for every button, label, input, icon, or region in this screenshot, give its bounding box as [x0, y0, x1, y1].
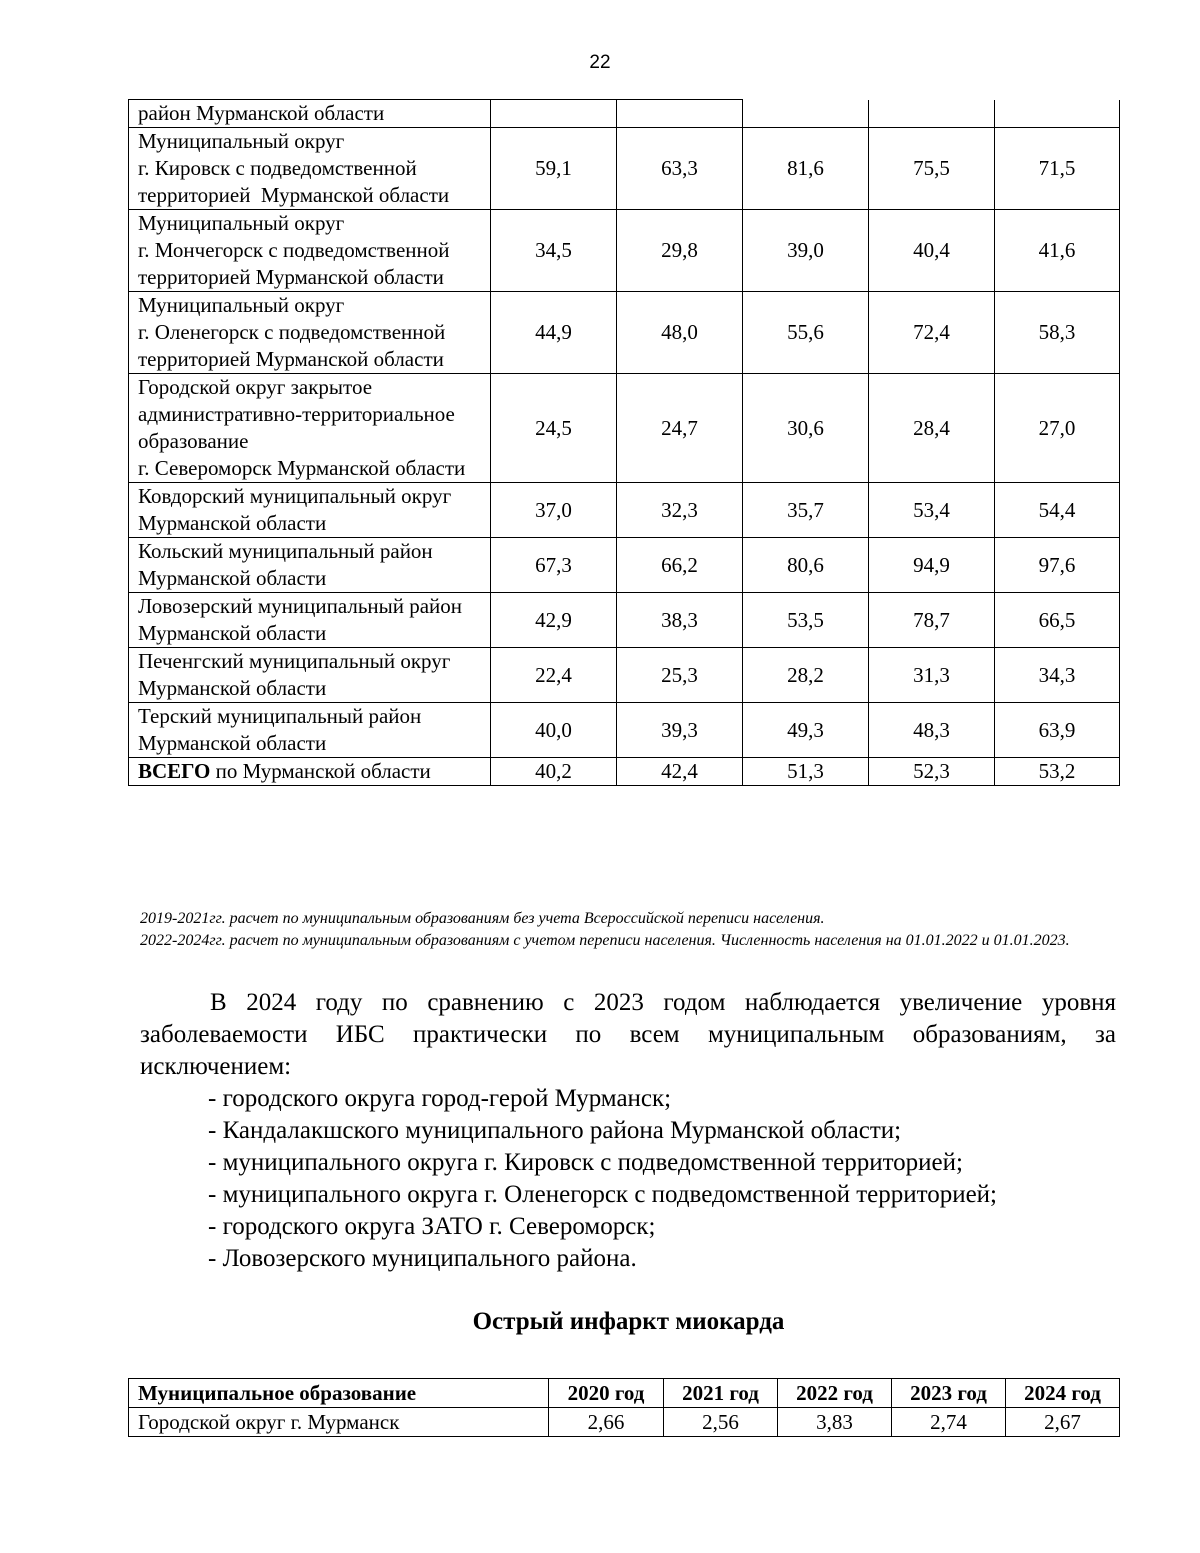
column-header: 2022 год [778, 1379, 892, 1408]
note-line: 2019-2021гг. расчет по муниципальным образованиям без учета Всероссийской переписи населения. [140, 910, 825, 927]
row-label: Кольский муниципальный район Мурманской области [129, 538, 491, 593]
value-cell: 66,2 [617, 538, 743, 593]
column-header: 2023 год [892, 1379, 1006, 1408]
total-value-cell: 42,4 [617, 758, 743, 786]
value-cell: 31,3 [869, 648, 995, 703]
value-cell: 78,7 [869, 593, 995, 648]
value-cell: 34,5 [491, 210, 617, 292]
value-cell: 58,3 [995, 292, 1120, 374]
list-item: - городского округа ЗАТО г. Североморск; [208, 1213, 656, 1240]
table-row [129, 128, 1120, 210]
table-notes [140, 908, 1118, 952]
infarction-table [128, 1378, 1120, 1437]
column-header: 2024 год [1006, 1379, 1120, 1408]
value-cell: 28,4 [869, 374, 995, 483]
value-cell: 2,56 [664, 1408, 778, 1437]
value-cell: 59,1 [491, 128, 617, 210]
total-label-rest: по Мурманской области [210, 759, 431, 783]
value-cell: 28,2 [743, 648, 869, 703]
table-row [129, 483, 1120, 538]
value-cell: 32,3 [617, 483, 743, 538]
value-cell: 53,5 [743, 593, 869, 648]
value-cell: 35,7 [743, 483, 869, 538]
total-value-cell: 52,3 [869, 758, 995, 786]
value-cell: 27,0 [995, 374, 1120, 483]
value-cell: 63,3 [617, 128, 743, 210]
value-cell: 94,9 [869, 538, 995, 593]
page-number: 22 [589, 52, 611, 73]
value-cell: 55,6 [743, 292, 869, 374]
exceptions-list [140, 1083, 1116, 1275]
value-cell: 39,3 [617, 703, 743, 758]
row-label: Ловозерский муниципальный район Мурманской области [129, 593, 491, 648]
table-row [129, 292, 1120, 374]
empty-cell [743, 100, 869, 128]
value-cell: 39,0 [743, 210, 869, 292]
row-label: Терский муниципальный район Мурманской области [129, 703, 491, 758]
value-cell: 53,4 [869, 483, 995, 538]
value-cell: 42,9 [491, 593, 617, 648]
table-row [129, 593, 1120, 648]
table-row [129, 1408, 1120, 1437]
row-label: Муниципальный округ г. Оленегорск с подведомственной территорией Мурманской области [129, 292, 491, 374]
value-cell: 2,67 [1006, 1408, 1120, 1437]
value-cell: 63,9 [995, 703, 1120, 758]
value-cell: 24,5 [491, 374, 617, 483]
row-label: Муниципальный округ г. Кировск с подведомственной территорией Мурманской области [129, 128, 491, 210]
value-cell: 34,3 [995, 648, 1120, 703]
list-item: - городского округа город-герой Мурманск; [208, 1085, 672, 1112]
value-cell: 40,4 [869, 210, 995, 292]
value-cell: 48,0 [617, 292, 743, 374]
row-label: Муниципальный округ г. Мончегорск с подведомственной территорией Мурманской области [129, 210, 491, 292]
value-cell: 25,3 [617, 648, 743, 703]
value-cell: 54,4 [995, 483, 1120, 538]
value-cell: 38,3 [617, 593, 743, 648]
value-cell: 22,4 [491, 648, 617, 703]
column-header: 2020 год [549, 1379, 664, 1408]
empty-cell [617, 100, 743, 128]
total-row [129, 758, 1120, 786]
paragraph: В 2024 году по сравнению с 2023 годом наблюдается увеличение уровня заболеваемости ИБС практически по всем муниципальным образованиям, за исключением: [140, 989, 1116, 1080]
value-cell: 71,5 [995, 128, 1120, 210]
row-label: Печенгский муниципальный округ Мурманской области [129, 648, 491, 703]
total-value-cell: 51,3 [743, 758, 869, 786]
value-cell: 72,4 [869, 292, 995, 374]
total-label-bold: ВСЕГО [138, 759, 211, 783]
value-cell: 44,9 [491, 292, 617, 374]
value-cell: 80,6 [743, 538, 869, 593]
total-value-cell: 53,2 [995, 758, 1120, 786]
empty-cell [995, 100, 1120, 128]
list-item: - Кандалакшского муниципального района Мурманской области; [208, 1117, 902, 1144]
value-cell: 41,6 [995, 210, 1120, 292]
value-cell: 40,0 [491, 703, 617, 758]
row-label: Ковдорский муниципальный округ Мурманской области [129, 483, 491, 538]
value-cell: 67,3 [491, 538, 617, 593]
list-item: - муниципального округа г. Кировск с подведомственной территорией; [208, 1149, 963, 1176]
value-cell: 81,6 [743, 128, 869, 210]
value-cell: 2,74 [892, 1408, 1006, 1437]
table-row [129, 374, 1120, 483]
table-row [129, 210, 1120, 292]
empty-cell [491, 100, 617, 128]
value-cell: 75,5 [869, 128, 995, 210]
table-row [129, 538, 1120, 593]
column-header: 2021 год [664, 1379, 778, 1408]
value-cell: 49,3 [743, 703, 869, 758]
row-label: Городской округ закрытое административно-территориальное образование г. Североморск Мурманской области [129, 374, 491, 483]
body-text [140, 987, 1116, 1275]
value-cell: 2,66 [549, 1408, 664, 1437]
list-item: - Ловозерского муниципального района. [208, 1245, 637, 1272]
note-line: 2022-2024гг. расчет по муниципальным образованиям с учетом переписи населения. Численность населения на 01.01.2022 и 01.01.2023. [140, 932, 1070, 949]
column-header: Муниципальное образование [129, 1379, 549, 1408]
value-cell: 48,3 [869, 703, 995, 758]
value-cell: 30,6 [743, 374, 869, 483]
value-cell: 37,0 [491, 483, 617, 538]
value-cell: 66,5 [995, 593, 1120, 648]
row-label: Городской округ г. Мурманск [129, 1408, 549, 1437]
total-value-cell: 40,2 [491, 758, 617, 786]
header-row [129, 1379, 1120, 1408]
table-row [129, 703, 1120, 758]
value-cell: 3,83 [778, 1408, 892, 1437]
section-title: Острый инфаркт миокарда [472, 1308, 785, 1335]
table-row [129, 648, 1120, 703]
row-label: район Мурманской области [129, 100, 491, 128]
incidence-table [128, 99, 1120, 786]
value-cell: 29,8 [617, 210, 743, 292]
empty-cell [869, 100, 995, 128]
list-item: - муниципального округа г. Оленегорск с подведомственной территорией; [208, 1181, 997, 1208]
table-row-continued [129, 100, 1120, 128]
value-cell: 97,6 [995, 538, 1120, 593]
total-label [129, 758, 491, 786]
value-cell: 24,7 [617, 374, 743, 483]
